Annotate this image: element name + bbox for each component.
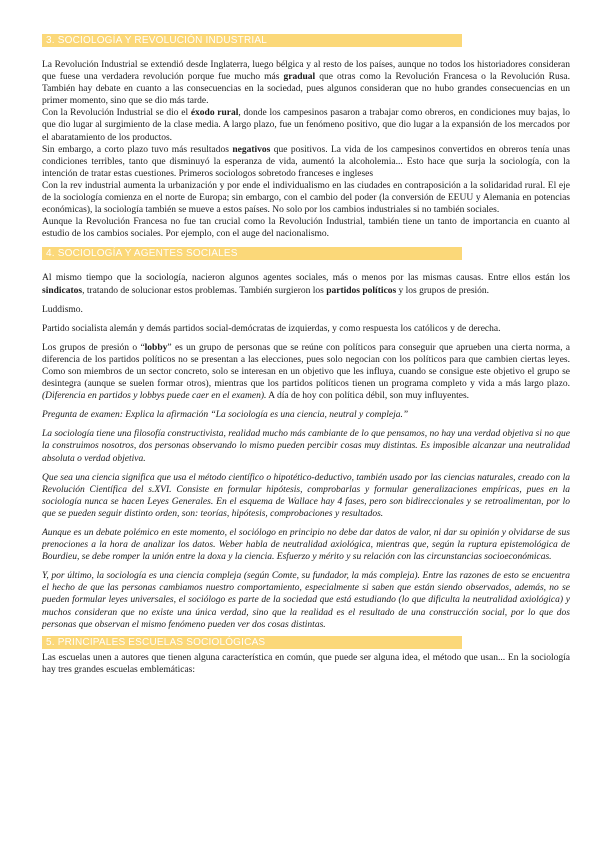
text: Los grupos de presión o “ <box>42 342 145 353</box>
text: A día de hoy con política débil, son muy influyentes. <box>266 391 470 402</box>
text: y los grupos de presión. <box>396 285 490 296</box>
text: , donde los campesinos pasaron a trabajar como obreros, en condiciones muy bajas, lo que dio lugar al surgimiento de la clase media. A largo plazo, fue un fenómeno positivo, que dio lugar a la expansión de los mercados por el abaratamiento de los productos. <box>42 108 570 143</box>
paragraph <box>42 144 570 180</box>
paragraph: Partido socialista alemán y demás partidos social-demócratas de izquierdas, y como respuesta los católicos y de derecha. <box>42 323 501 334</box>
text: La Revolución Industrial se extendió desde Inglaterra, luego bélgica y al resto de los países, aunque no todos los historiadores consideran que fuese una verdadera revolución porque fue mucho más <box>42 60 570 83</box>
bold-text: éxodo rural <box>190 108 239 119</box>
paragraph: Con la rev industrial aumenta la urbanización y por ende el individualismo en las ciudades en contraposición a la solidaridad rural. El eje de la sociología comienza en el norte de Europa; sin embargo, con el cambio del poder (la conversión de EEUU y Alemania en potencias económicas), la sociología también se mueve a estos países. No solo por los cambios industriales si no también sociales. <box>42 180 570 216</box>
paragraph: La sociología tiene una filosofía constructivista, realidad mucho más cambiante de lo que pensamos, no hay una verdad objetiva si no que la construimos nosotros, dos personas observando lo mismo pueden percibir cosas muy distintas. Es imposible alcanzar una neutralidad absoluta o verdad objetiva. <box>42 429 570 464</box>
paragraph: Las escuelas unen a autores que tienen alguna característica en común, que puede ser alguna idea, el método que usan... En la sociología hay tres grandes escuelas emblemáticas: <box>42 652 570 675</box>
bold-text: gradual <box>283 72 316 83</box>
text: , tratando de solucionar estos problemas. También surgieron los <box>82 285 327 296</box>
paragraph <box>42 272 570 296</box>
text: que positivos. La vida de los campesinos convertidos en obreros tenía unas condiciones terribles, tanto que disminuyó la esperanza de vida, aumentó la alcoholemia... Esto hace que surja la sociología, con la intención de tratar estas cuestiones. Primeros sociologos sobretodo franceses e ingleses <box>42 144 570 179</box>
section-heading-revolucion-industrial: 3. SOCIOLOGÍA Y REVOLUCIÓN INDUSTRIAL <box>42 34 462 47</box>
paragraph: Aunque la Revolución Francesa no fue tan crucial como la Revolución Industrial, también tiene un tanto de importancia en cuanto al estudio de los cambios sociales. Por ejemplo, con el auge del nacionalismo. <box>42 217 570 240</box>
italic-text: (Diferencia en partidos y lobbys puede caer en el examen). <box>42 391 267 402</box>
paragraph: Y, por último, la sociología es una ciencia compleja (según Comte, su fundador, la más compleja). Entre las razones de esto se encuentra el hecho de que las personas cambiamos nuestro comportamiento, especialmente si saben que están siendo observados, además, no se pueden formular leyes universales, el sociólogo es parte de la sociedad que está estudiando (lo que dificulta la neutralidad axiológica) y muchos consideran que no existe una única verdad, sino que la realidad es el resultado de una construcción social, por lo que dos personas que observan el mismo fenómeno pueden ver dos cosas distintas. <box>42 571 570 630</box>
text: que otras como la Revolución Francesa o la Revolución Rusa. También hay debate en cuanto a las consecuencias en la sociedad, pues algunos consideran que no hubo grandes consecuencias en un primer momento, sino que se dio más tarde. <box>42 72 571 107</box>
exam-question: Pregunta de examen: Explica la afirmación “La sociología es una ciencia, neutral y compleja.” <box>42 410 409 421</box>
paragraph: Aunque es un debate polémico en este momento, el sociólogo en principio no debe dar datos de valor, ni dar su opinión y olvidarse de sus prenociones a la hora de analizar los datos. Weber habla de neutralidad axiológica, mientras que, según la ruptura epistemológica de Bourdieu, se debe romper la unión entre la doxa y la ciencia. Esfuerzo y mérito y su relación con las circunstancias socioeconómicas. <box>42 528 570 563</box>
paragraph <box>42 59 570 107</box>
section-heading-agentes-sociales: 4. SOCIOLOGÍA Y AGENTES SOCIALES <box>42 247 462 260</box>
bold-text: lobby <box>144 342 168 353</box>
bold-text: negativos <box>232 144 271 155</box>
bold-text: partidos políticos <box>326 285 397 296</box>
section-heading-escuelas-sociologicas: 5. PRINCIPALES ESCUELAS SOCIOLÓGICAS <box>42 636 462 649</box>
bold-text: sindicatos <box>42 285 83 296</box>
document-content <box>42 34 570 676</box>
paragraph: Luddismo. <box>42 304 83 315</box>
text: ” es un grupo de personas que se reúne con políticos para conseguir que aprueben una cierta norma, a diferencia de los partidos políticos no se presentan a las elecciones, pues solo negocian con los políticos para que cambien ciertas leyes. Como son miembros de un sector concreto, solo se interesan en un objetivo que les influya, cuando se consigue este objetivo el grupo se desintegra (aunque se suelen formar otros), mientras que los partidos políticos tienen un programa completo y vida a más largo plazo. <box>42 342 570 390</box>
text: Sin embargo, a corto plazo tuvo más resultados <box>42 144 233 155</box>
paragraph <box>42 342 570 402</box>
text: Al mismo tiempo que la sociología, nacieron algunos agentes sociales, más o menos por las mismas causas. Entre ellos están los <box>42 273 570 284</box>
text: Con la Revolución Industrial se dio el <box>42 108 191 119</box>
paragraph <box>42 107 570 143</box>
paragraph: Que sea una ciencia significa que usa el método científico o hipotético-deductivo, también usado por las ciencias naturales, creado con la Revolución Científica del s.XVI. Consiste en formular hipótesis, comprobarlas y formular generalizaciones empíricas, pues en la sociología nunca se hacen Leyes Generales. En el esquema de Wallace hay 4 fases, pero son bidireccionales y se retroalimentan, por lo que se pueden seguir distinto orden, son: teorías, hipótesis, comprobaciones y resultados. <box>42 472 570 519</box>
